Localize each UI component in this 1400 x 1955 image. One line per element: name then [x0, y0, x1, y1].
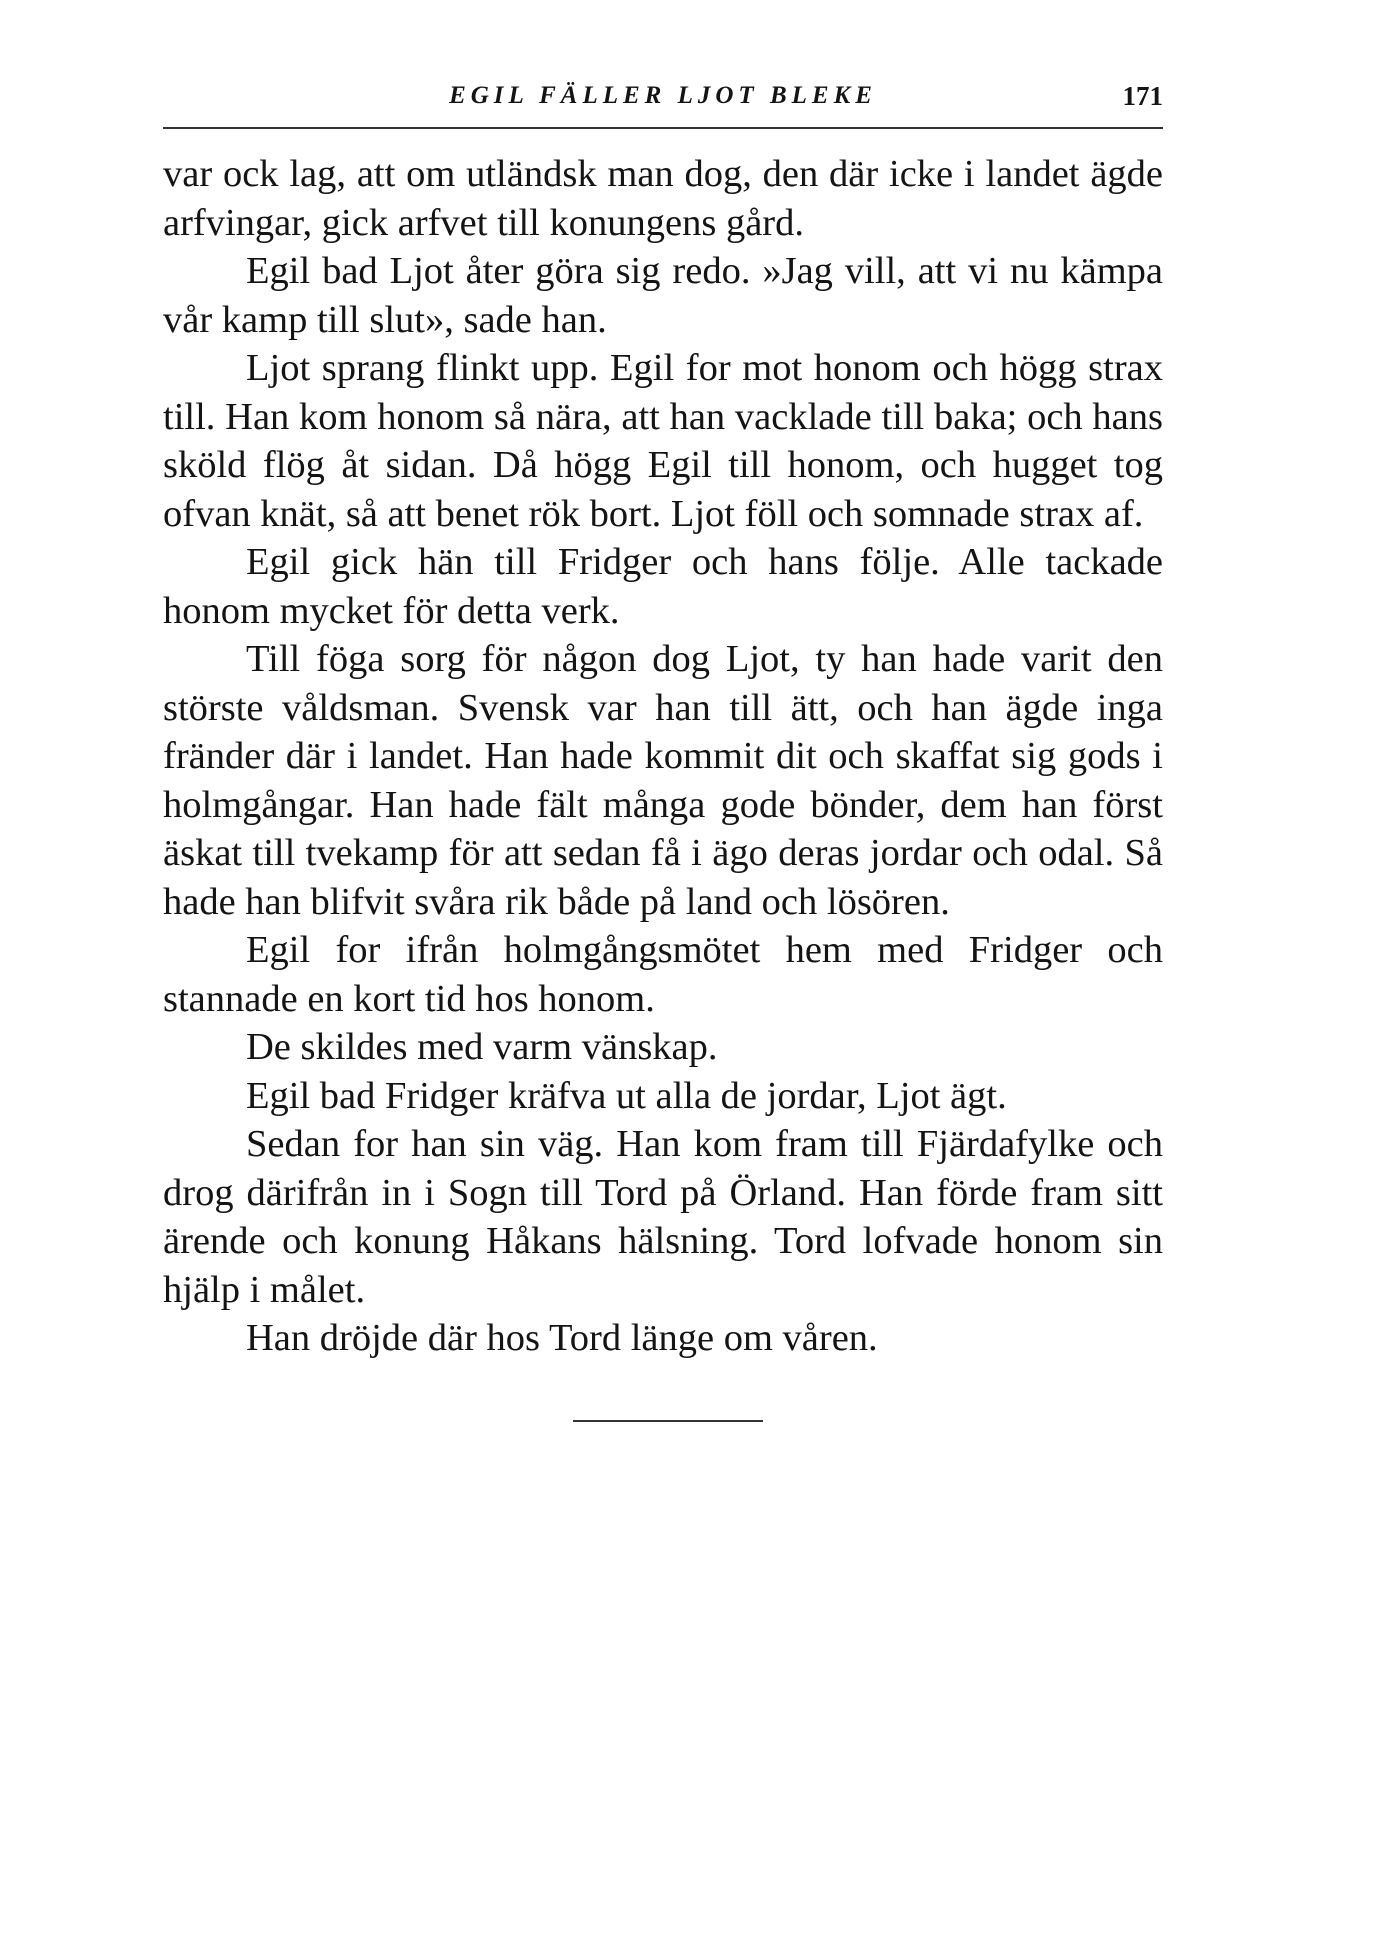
paragraph-1: var ock lag, att om utländsk man dog, den där icke i landet ägde arfvingar, gick arfvet till konungens gård. [163, 153, 1163, 244]
paragraph-3: Ljot sprang flinkt upp. Egil for mot honom och högg strax till. Han kom honom så nära, att han vacklade till baka; och hans sköld flög åt sidan. Då högg Egil till honom, och hugget tog ofvan knät, så att benet rök bort. Ljot föll och somnade strax af. [163, 347, 1163, 535]
end-rule [573, 1420, 763, 1422]
running-title: EGIL FÄLLER LJOT BLEKE [449, 82, 877, 109]
header-rule [163, 127, 1163, 129]
paragraph-4: Egil gick hän till Fridger och hans följe. Alle tackade honom mycket för detta verk. [163, 541, 1163, 632]
paragraph-8: Egil bad Fridger kräfva ut alla de jordar, Ljot ägt. [246, 1074, 1007, 1117]
paragraph-5: Till föga sorg för någon dog Ljot, ty han hade varit den störste våldsman. Svensk var han till ätt, och han ägde inga fränder där i landet. Han hade kommit dit och skaffat sig gods i holmgångar. Han hade fält många gode bönder, dem han först äskat till tvekamp för att sedan få i ägo deras jordar och odal. Så hade han blifvit svåra rik både på land och lösören. [163, 638, 1163, 923]
page-number: 171 [1122, 81, 1163, 111]
paragraph-2: Egil bad Ljot åter göra sig redo. »Jag vill, att vi nu kämpa vår kamp till slut», sade han. [163, 250, 1163, 341]
paragraph-10: Han dröjde där hos Tord länge om våren. [246, 1317, 878, 1359]
body-text [163, 150, 1163, 1363]
paragraph-6: Egil for ifrån holmgångsmötet hem med Fridger och stannade en kort tid hos honom. [163, 929, 1163, 1020]
paragraph-9: Sedan for han sin väg. Han kom fram till Fjärdafylke och drog därifrån in i Sogn till Tord på Örland. Han förde fram sitt ärende och konung Håkans hälsning. Tord lofvade honom sin hjälp i målet. [163, 1123, 1163, 1311]
paragraph-7: De skildes med varm vänskap. [246, 1026, 718, 1068]
running-head [163, 76, 1163, 116]
